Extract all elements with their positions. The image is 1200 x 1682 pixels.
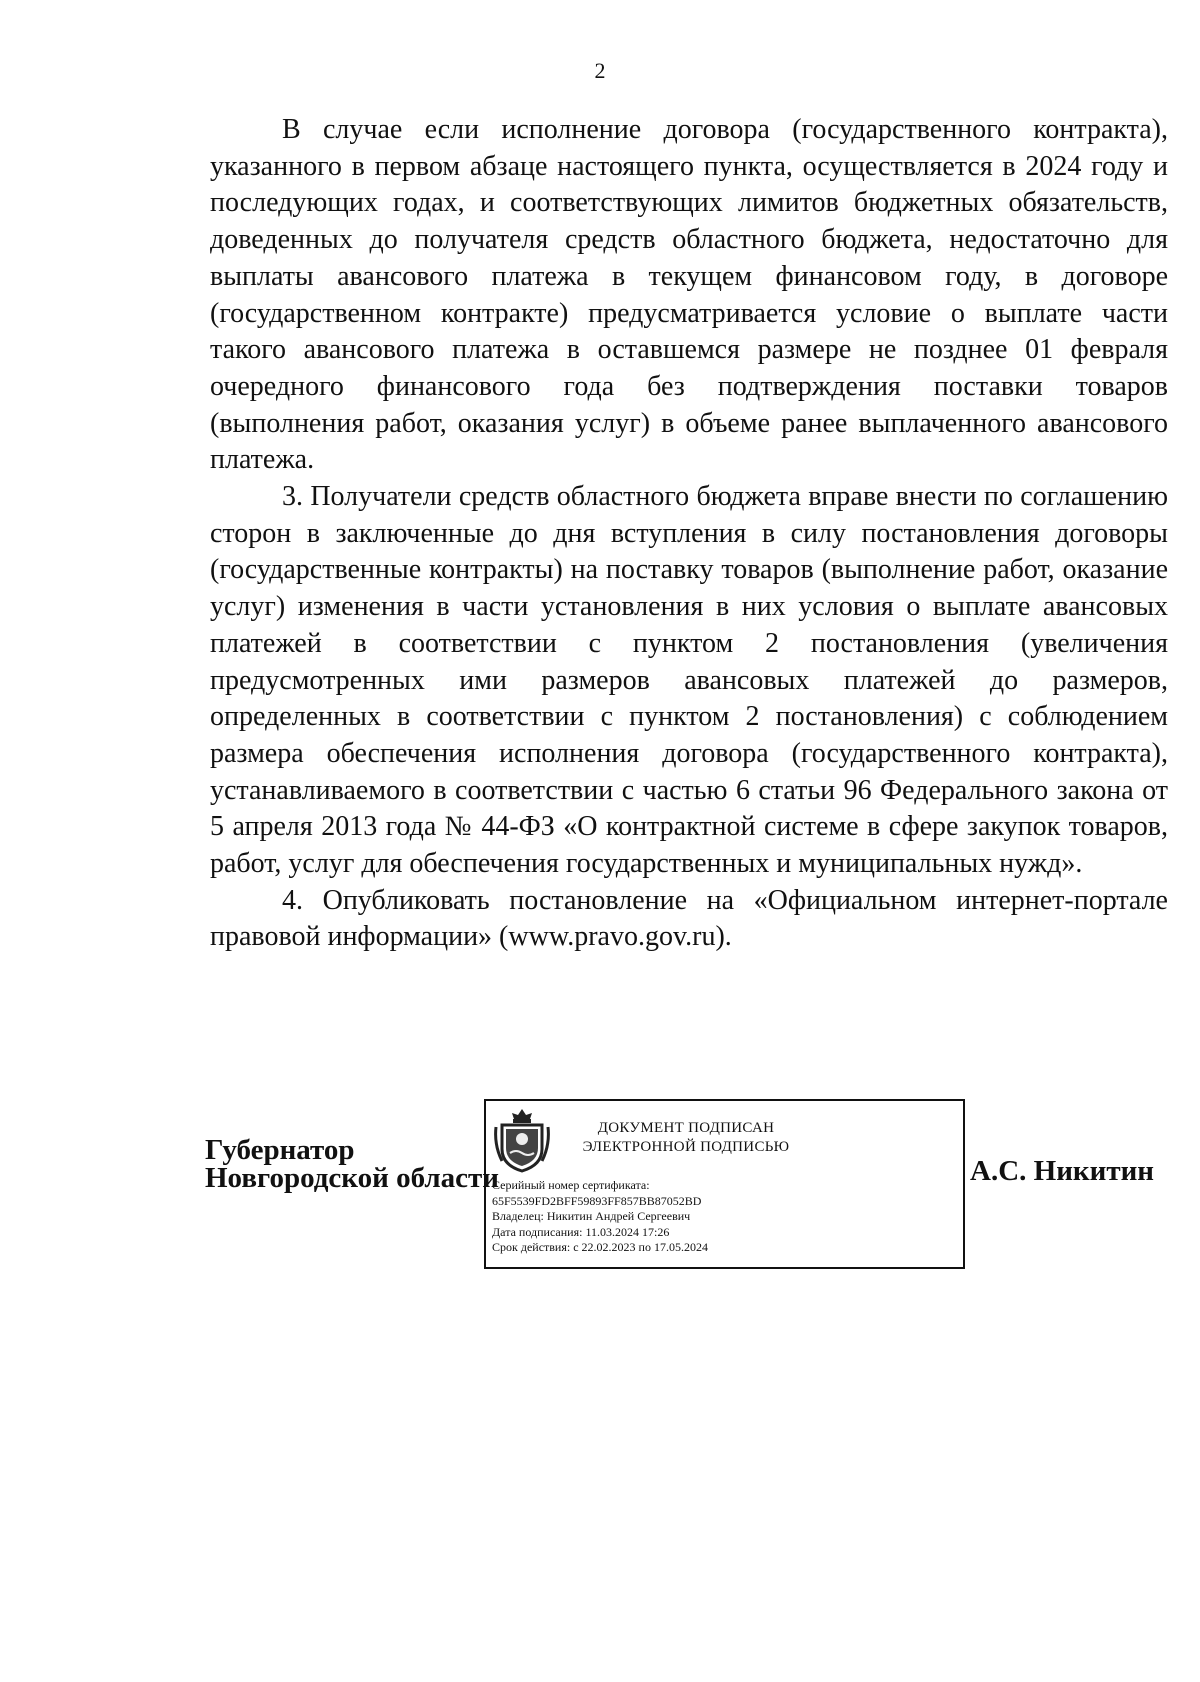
signatory-title-line2: Новгородской области: [205, 1162, 499, 1194]
stamp-details: [492, 1178, 708, 1256]
signatory-title: [205, 1136, 499, 1192]
paragraph-item-4: 4. Опубликовать постановление на «Официальном интернет-портале правовой информации» (www.pravo.gov.ru).: [210, 884, 1168, 953]
page-number: 2: [594, 58, 606, 83]
electronic-signature-stamp: [484, 1099, 965, 1269]
paragraph-advance-payment-condition: В случае если исполнение договора (государственного контракта), указанного в первом абзаце настоящего пункта, осуществляется в 2024 году и последующих годах, и соответствующих лимитов бюджетных обязательств, доведенных до получателя средств областного бюджета, недостаточно для выплаты авансового платежа в текущем финансовом году, в договоре (государственном контракте) предусматривается условие о выплате части такого авансового платежа в оставшемся размере не позднее 01 февраля очередного финансового года без подтверждения поставки товаров (выполнения работ, оказания услуг) в объеме ранее выплаченного авансового платежа.: [210, 114, 1168, 476]
document-body: [210, 112, 1168, 956]
certificate-owner: Владелец: Никитин Андрей Сергеевич: [492, 1209, 691, 1223]
stamp-header: [566, 1119, 806, 1157]
certificate-validity: Срок действия: с 22.02.2023 по 17.05.2024: [492, 1240, 708, 1254]
stamp-header-line2: ЭЛЕКТРОННОЙ ПОДПИСЬЮ: [582, 1139, 790, 1155]
paragraph-item-3: 3. Получатели средств областного бюджета вправе внести по соглашению сторон в заключенные до дня вступления в силу постановления договоры (государственные контракты) на поставку товаров (выполнение работ, оказание услуг) изменения в части установления в них условия о выплате авансовых платежей в соответствии с пунктом 2 постановления (увеличения предусмотренных ими размеров авансовых платежей до размеров, определенных в соответствии с пунктом 2 постановления) с соблюдением размера обеспечения исполнения договора (государственного контракта), устанавливаемого в соответствии с частью 6 статьи 96 Федерального закона от 5 апреля 2013 года № 44-ФЗ «О контрактной системе в сфере закупок товаров, работ, услуг для обеспечения государственных и муниципальных нужд».: [210, 481, 1168, 880]
signatory-name: А.С. Никитин: [970, 1155, 1154, 1187]
signing-date: Дата подписания: 11.03.2024 17:26: [492, 1224, 670, 1239]
certificate-serial-value: 65F5539FD2BFF59893FF857BB87052BD: [492, 1193, 702, 1208]
certificate-serial-label: Серийный номер сертификата:: [492, 1178, 650, 1192]
stamp-header-line1: ДОКУМЕНТ ПОДПИСАН: [597, 1120, 775, 1136]
novgorod-coat-of-arms-icon: [492, 1105, 552, 1175]
signatory-title-line1: Губернатор: [205, 1134, 355, 1166]
